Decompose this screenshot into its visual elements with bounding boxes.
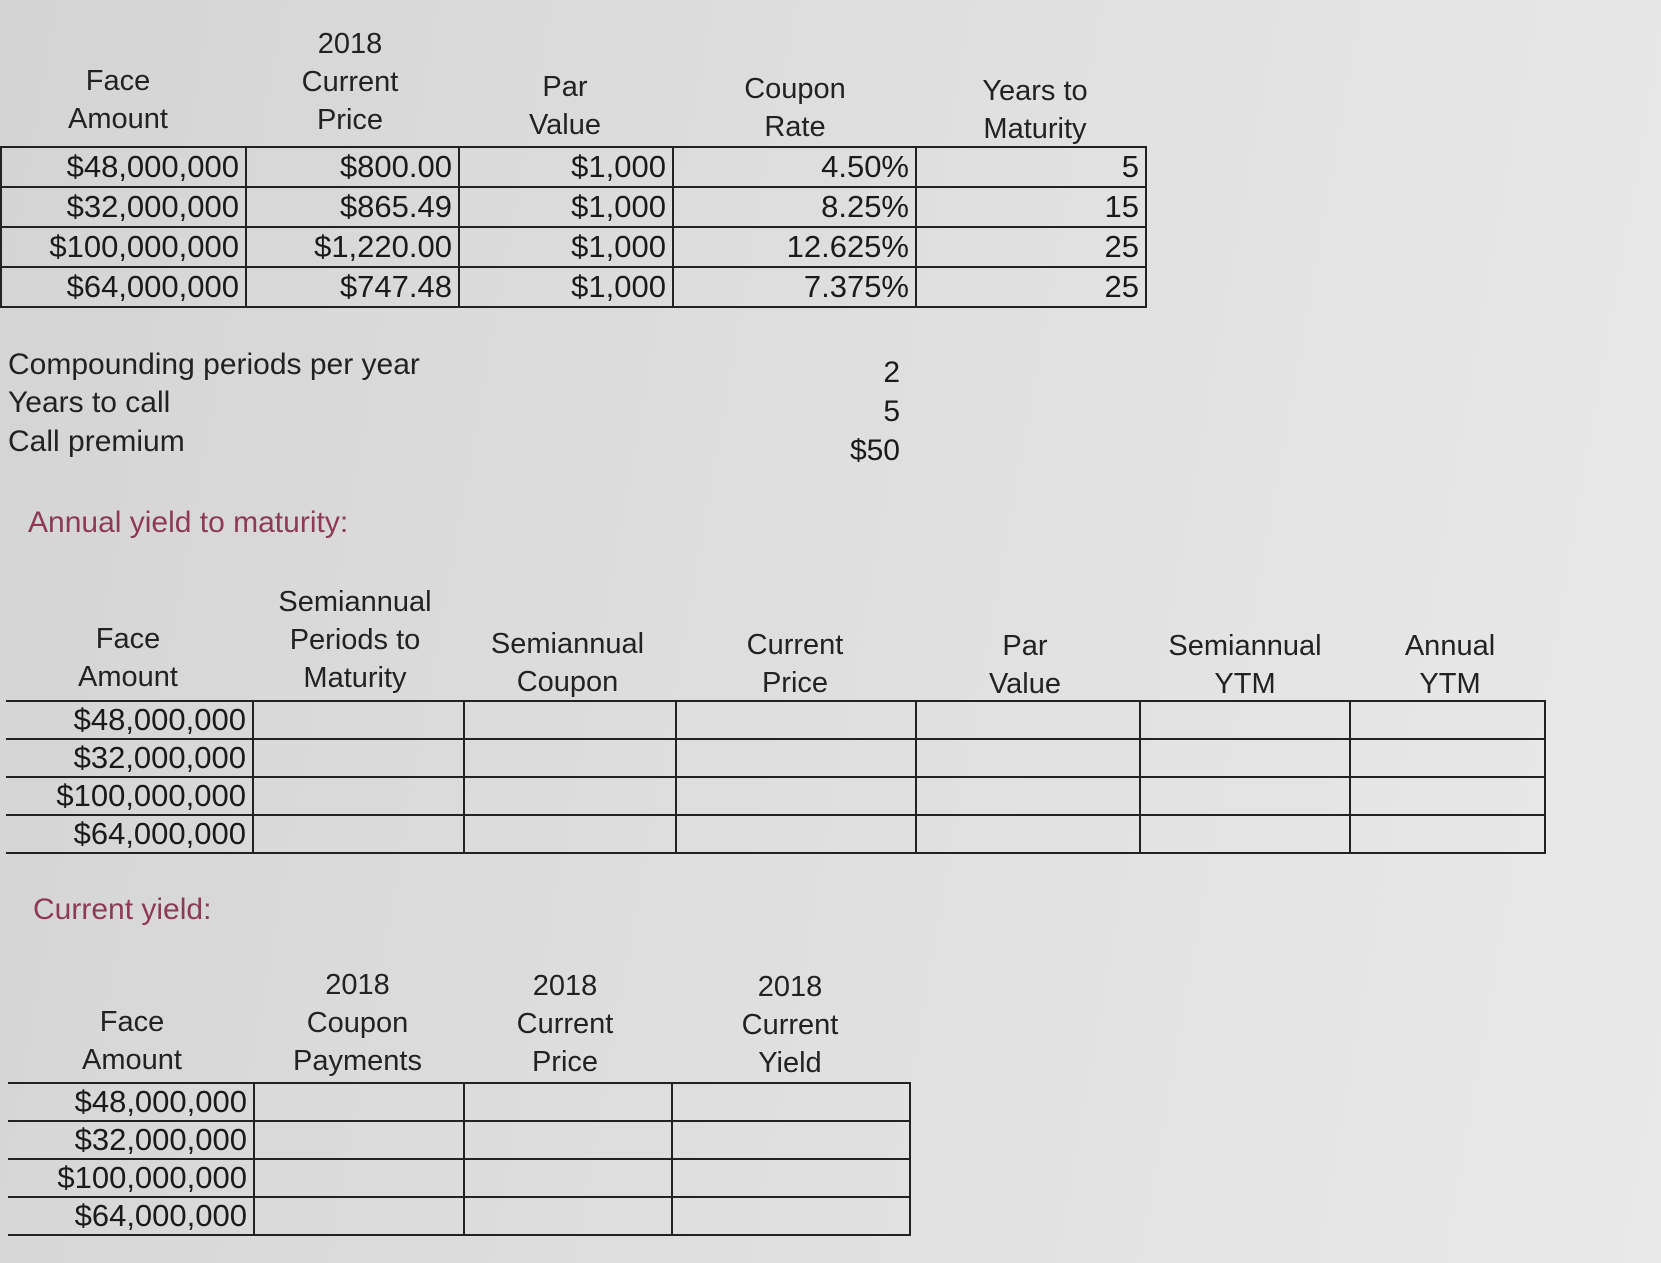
ytm-input-cell[interactable]: [253, 777, 464, 815]
ytm-input-cell[interactable]: [464, 739, 676, 777]
cy-face-amount-cell: $48,000,000: [8, 1083, 254, 1121]
cy-header-coupon-payments: 2018 Coupon Payments: [293, 969, 422, 1077]
cy-input-cell[interactable]: [464, 1083, 672, 1121]
ytm-input-cell[interactable]: [253, 701, 464, 739]
cy-header-current-price: 2018 Current Price: [516, 970, 614, 1078]
face-amount-cell[interactable]: $64,000,000: [1, 267, 246, 307]
current-price-cell[interactable]: $747.48: [246, 267, 459, 307]
current-price-cell[interactable]: $800.00: [246, 147, 459, 187]
cy-input-cell[interactable]: [672, 1197, 910, 1235]
current-price-cell[interactable]: $865.49: [246, 187, 459, 227]
ytm-header-periods: Semiannual Periods to Maturity: [278, 586, 432, 694]
compounding-periods-value[interactable]: 2: [883, 356, 900, 389]
cy-input-cell[interactable]: [464, 1197, 672, 1235]
years-to-maturity-cell[interactable]: 5: [916, 147, 1146, 187]
table-row: [6, 701, 1545, 739]
table-row: [1, 227, 1146, 267]
table-row: [1, 267, 1146, 307]
years-to-call-label: Years to call: [8, 386, 171, 419]
years-to-maturity-cell[interactable]: 15: [916, 187, 1146, 227]
ytm-input-cell[interactable]: [1350, 701, 1545, 739]
face-amount-cell[interactable]: $32,000,000: [1, 187, 246, 227]
cy-input-cell[interactable]: [672, 1083, 910, 1121]
table-row: [8, 1121, 910, 1159]
compounding-periods-label: Compounding periods per year: [8, 348, 420, 381]
table-row: [6, 739, 1545, 777]
ytm-header-coupon: Semiannual Coupon: [490, 628, 645, 698]
header-par-value: Par Value: [528, 71, 602, 141]
coupon-rate-cell[interactable]: 4.50%: [673, 147, 916, 187]
header-coupon-rate: Coupon Rate: [744, 73, 846, 143]
par-value-cell[interactable]: $1,000: [459, 147, 673, 187]
header-current-price: 2018 Current Price: [301, 28, 399, 136]
ytm-input-cell[interactable]: [464, 701, 676, 739]
ytm-input-cell[interactable]: [916, 739, 1140, 777]
cy-header-current-yield: 2018 Current Yield: [741, 971, 839, 1079]
cy-face-amount-cell: $100,000,000: [8, 1159, 254, 1197]
cy-input-cell[interactable]: [464, 1159, 672, 1197]
table-row: [6, 815, 1545, 853]
ytm-input-cell[interactable]: [916, 777, 1140, 815]
cy-header-face-amount: Face Amount: [82, 1006, 182, 1076]
ytm-input-cell[interactable]: [464, 777, 676, 815]
par-value-cell[interactable]: $1,000: [459, 187, 673, 227]
coupon-rate-cell[interactable]: 7.375%: [673, 267, 916, 307]
ytm-input-cell[interactable]: [676, 777, 916, 815]
header-years-to-maturity: Years to Maturity: [982, 75, 1088, 145]
header-face-amount: Face Amount: [68, 65, 168, 135]
ytm-input-cell[interactable]: [676, 739, 916, 777]
years-to-maturity-cell[interactable]: 25: [916, 227, 1146, 267]
ytm-header-annual-ytm: Annual YTM: [1404, 630, 1496, 700]
cy-input-cell[interactable]: [254, 1159, 464, 1197]
current-yield-section-title: Current yield:: [33, 893, 212, 926]
ytm-face-amount-cell: $32,000,000: [6, 739, 253, 777]
cy-input-cell[interactable]: [464, 1121, 672, 1159]
cy-input-cell[interactable]: [254, 1121, 464, 1159]
ytm-input-cell[interactable]: [1140, 701, 1350, 739]
table-row: [6, 777, 1545, 815]
ytm-input-cell[interactable]: [1350, 739, 1545, 777]
cy-input-cell[interactable]: [254, 1083, 464, 1121]
ytm-input-cell[interactable]: [1140, 815, 1350, 853]
cy-face-amount-cell: $32,000,000: [8, 1121, 254, 1159]
ytm-header-face-amount: Face Amount: [78, 623, 178, 693]
ytm-face-amount-cell: $48,000,000: [6, 701, 253, 739]
face-amount-cell[interactable]: $48,000,000: [1, 147, 246, 187]
cy-face-amount-cell: $64,000,000: [8, 1197, 254, 1235]
ytm-input-cell[interactable]: [1140, 739, 1350, 777]
bond-table: [0, 146, 1147, 308]
table-row: [1, 187, 1146, 227]
ytm-face-amount-cell: $100,000,000: [6, 777, 253, 815]
par-value-cell[interactable]: $1,000: [459, 227, 673, 267]
ytm-input-cell[interactable]: [676, 701, 916, 739]
coupon-rate-cell[interactable]: 8.25%: [673, 187, 916, 227]
call-premium-value[interactable]: $50: [849, 434, 900, 467]
call-premium-label: Call premium: [8, 425, 185, 458]
table-row: [8, 1159, 910, 1197]
ytm-input-cell[interactable]: [253, 739, 464, 777]
current-price-cell[interactable]: $1,220.00: [246, 227, 459, 267]
ytm-input-cell[interactable]: [1350, 777, 1545, 815]
cy-input-cell[interactable]: [672, 1121, 910, 1159]
ytm-input-cell[interactable]: [1140, 777, 1350, 815]
par-value-cell[interactable]: $1,000: [459, 267, 673, 307]
ytm-table: [6, 700, 1546, 854]
cy-input-cell[interactable]: [254, 1197, 464, 1235]
ytm-input-cell[interactable]: [916, 701, 1140, 739]
ytm-input-cell[interactable]: [464, 815, 676, 853]
ytm-header-semiannual-ytm: Semiannual YTM: [1168, 630, 1322, 700]
ytm-input-cell[interactable]: [676, 815, 916, 853]
ytm-face-amount-cell: $64,000,000: [6, 815, 253, 853]
current-yield-table: [8, 1082, 911, 1236]
ytm-input-cell[interactable]: [1350, 815, 1545, 853]
ytm-input-cell[interactable]: [916, 815, 1140, 853]
face-amount-cell[interactable]: $100,000,000: [1, 227, 246, 267]
ytm-header-current-price: Current Price: [746, 629, 844, 699]
ytm-section-title: Annual yield to maturity:: [28, 506, 349, 539]
years-to-call-value[interactable]: 5: [883, 395, 900, 428]
coupon-rate-cell[interactable]: 12.625%: [673, 227, 916, 267]
cy-input-cell[interactable]: [672, 1159, 910, 1197]
table-row: [8, 1083, 910, 1121]
ytm-input-cell[interactable]: [253, 815, 464, 853]
table-row: [1, 147, 1146, 187]
years-to-maturity-cell[interactable]: 25: [916, 267, 1146, 307]
table-row: [8, 1197, 910, 1235]
ytm-header-par-value: Par Value: [988, 630, 1062, 700]
